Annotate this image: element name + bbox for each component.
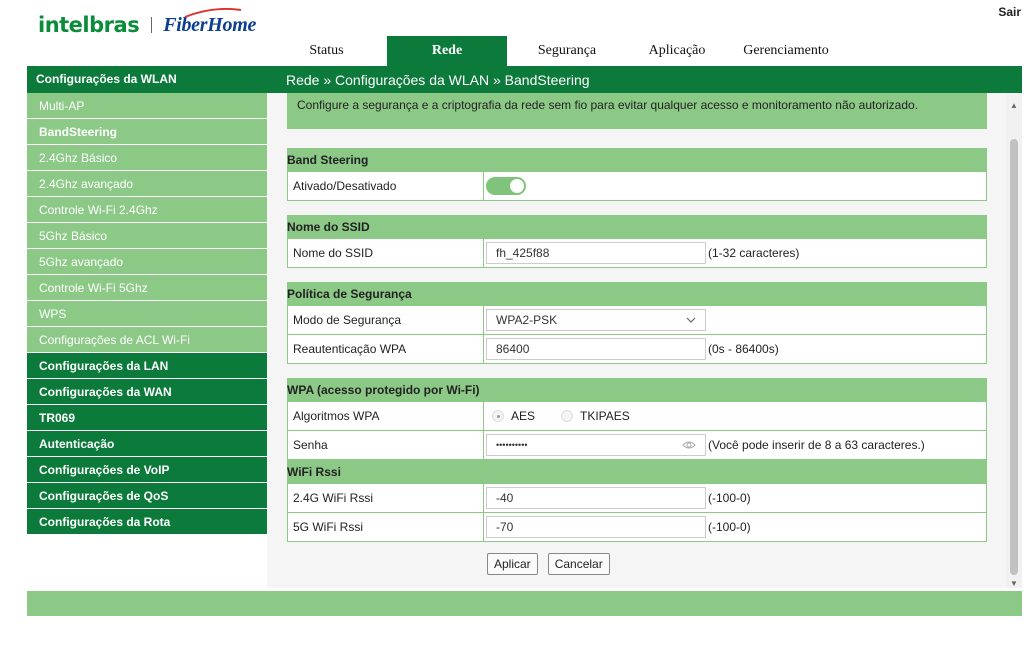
- content-panel: [267, 93, 1022, 588]
- radio-aes-label: AES: [511, 409, 536, 423]
- section-title: Configurações da WLAN: [36, 72, 177, 86]
- security-header: Política de Segurança: [287, 282, 987, 306]
- reauth-hint: (0s - 86400s): [708, 342, 779, 356]
- breadcrumb: Rede » Configurações da WLAN » BandSteering: [286, 72, 590, 88]
- password-input[interactable]: [486, 434, 706, 456]
- band-steering-toggle[interactable]: [486, 177, 526, 195]
- reauth-input[interactable]: 86400: [486, 338, 706, 360]
- sidebar-item-24ghz-avancado[interactable]: 2.4Ghz avançado: [27, 171, 267, 197]
- security-mode-label: Modo de Segurança: [288, 306, 484, 334]
- logo-fiberhome-text: FiberHome: [163, 13, 257, 36]
- scroll-down-icon[interactable]: ▼: [1010, 579, 1018, 588]
- rssi24-hint: (-100-0): [708, 491, 751, 505]
- tab-seguranca[interactable]: Segurança: [537, 43, 597, 58]
- logo-intelbras: intelbras: [38, 13, 140, 37]
- ssid-hint: (1-32 caracteres): [708, 246, 800, 260]
- sidebar-item-rota[interactable]: Configurações da Rota: [27, 509, 267, 535]
- rssi5-label: 5G WiFi Rssi: [288, 513, 484, 541]
- apply-button[interactable]: Aplicar: [487, 553, 538, 575]
- band-steering-row: [287, 172, 987, 201]
- swoosh-icon: [183, 8, 243, 18]
- sidebar-item-qos[interactable]: Configurações de QoS: [27, 483, 267, 509]
- radio-tkipaes-label: TKIPAES: [580, 409, 630, 423]
- password-label: Senha: [288, 431, 484, 459]
- tab-aplicacao[interactable]: Aplicação: [648, 43, 706, 58]
- reauth-label: Reautenticação WPA: [288, 335, 484, 363]
- reauth-row: [287, 335, 987, 364]
- radio-tkipaes[interactable]: [561, 409, 630, 423]
- password-row: [287, 431, 987, 460]
- sidebar-item-5ghz-basico[interactable]: 5Ghz Básico: [27, 223, 267, 249]
- button-bar: [487, 553, 620, 575]
- logo-separator: [151, 17, 152, 33]
- sidebar-item-autenticacao[interactable]: Autenticação: [27, 431, 267, 457]
- password-value: ••••••••••: [496, 440, 528, 450]
- rssi5-row: [287, 513, 987, 542]
- sidebar-item-lan[interactable]: Configurações da LAN: [27, 353, 267, 379]
- rssi5-input[interactable]: -70: [486, 516, 706, 538]
- security-mode-row: [287, 306, 987, 335]
- scroll-up-icon[interactable]: ▲: [1010, 101, 1018, 110]
- band-steering-label: Ativado/Desativado: [288, 172, 484, 200]
- sidebar-item-multi-ap[interactable]: Multi-AP: [27, 93, 267, 119]
- tab-status[interactable]: Status: [309, 43, 344, 58]
- security-mode-value: WPA2-PSK: [496, 313, 558, 327]
- logo: [38, 8, 256, 42]
- sidebar-item-acl-wifi[interactable]: Configurações de ACL Wi-Fi: [27, 327, 267, 353]
- sidebar-item-controle-wifi-5[interactable]: Controle Wi-Fi 5Ghz: [27, 275, 267, 301]
- wpa-header: WPA (acesso protegido por Wi-Fi): [287, 378, 987, 402]
- password-hint: (Você pode inserir de 8 a 63 caracteres.): [708, 438, 925, 452]
- top-nav: [266, 36, 845, 66]
- sidebar-item-tr069[interactable]: TR069: [27, 405, 267, 431]
- toggle-knob: [510, 179, 524, 193]
- title-bar: [27, 66, 1022, 93]
- sidebar-item-controle-wifi-24[interactable]: Controle Wi-Fi 2.4Ghz: [27, 197, 267, 223]
- sidebar-item-wan[interactable]: Configurações da WAN: [27, 379, 267, 405]
- eye-icon[interactable]: [682, 440, 696, 450]
- sidebar-item-24ghz-basico[interactable]: 2.4Ghz Básico: [27, 145, 267, 171]
- scroll-thumb[interactable]: [1010, 139, 1018, 575]
- wpa-algo-row: [287, 402, 987, 431]
- rssi24-label: 2.4G WiFi Rssi: [288, 484, 484, 512]
- sidebar: [27, 93, 267, 535]
- band-steering-header: Band Steering: [287, 148, 987, 172]
- sidebar-item-wps[interactable]: WPS: [27, 301, 267, 327]
- tab-rede[interactable]: Rede: [387, 36, 507, 66]
- rssi24-input[interactable]: -40: [486, 487, 706, 509]
- logout-link[interactable]: Sair: [998, 5, 1021, 19]
- sidebar-item-voip[interactable]: Configurações de VoIP: [27, 457, 267, 483]
- radio-aes-dot: [492, 410, 504, 422]
- radio-aes[interactable]: [492, 409, 535, 423]
- ssid-input[interactable]: fh_425f88: [486, 242, 706, 264]
- rssi5-hint: (-100-0): [708, 520, 751, 534]
- cancel-button[interactable]: Cancelar: [548, 553, 610, 575]
- footer-bar: [27, 591, 1022, 616]
- radio-tkipaes-dot: [561, 410, 573, 422]
- rssi24-row: [287, 484, 987, 513]
- chevron-down-icon: [686, 317, 696, 323]
- sidebar-item-5ghz-avancado[interactable]: 5Ghz avançado: [27, 249, 267, 275]
- logo-fiberhome: [163, 14, 256, 37]
- ssid-header: Nome do SSID: [287, 215, 987, 239]
- wpa-algo-label: Algoritmos WPA: [288, 402, 484, 430]
- security-mode-select[interactable]: [486, 309, 706, 331]
- description: Configure a segurança e a criptografia da rede sem fio para evitar qualquer acesso e monitoramento não autorizado.: [287, 93, 987, 129]
- tab-gerenciamento[interactable]: Gerenciamento: [743, 43, 829, 58]
- content-scrollbar[interactable]: [1006, 93, 1022, 588]
- sidebar-item-bandsteering[interactable]: BandSteering: [27, 119, 267, 145]
- ssid-row: [287, 239, 987, 268]
- ssid-label: Nome do SSID: [288, 239, 484, 267]
- rssi-header: WiFi Rssi: [287, 460, 987, 484]
